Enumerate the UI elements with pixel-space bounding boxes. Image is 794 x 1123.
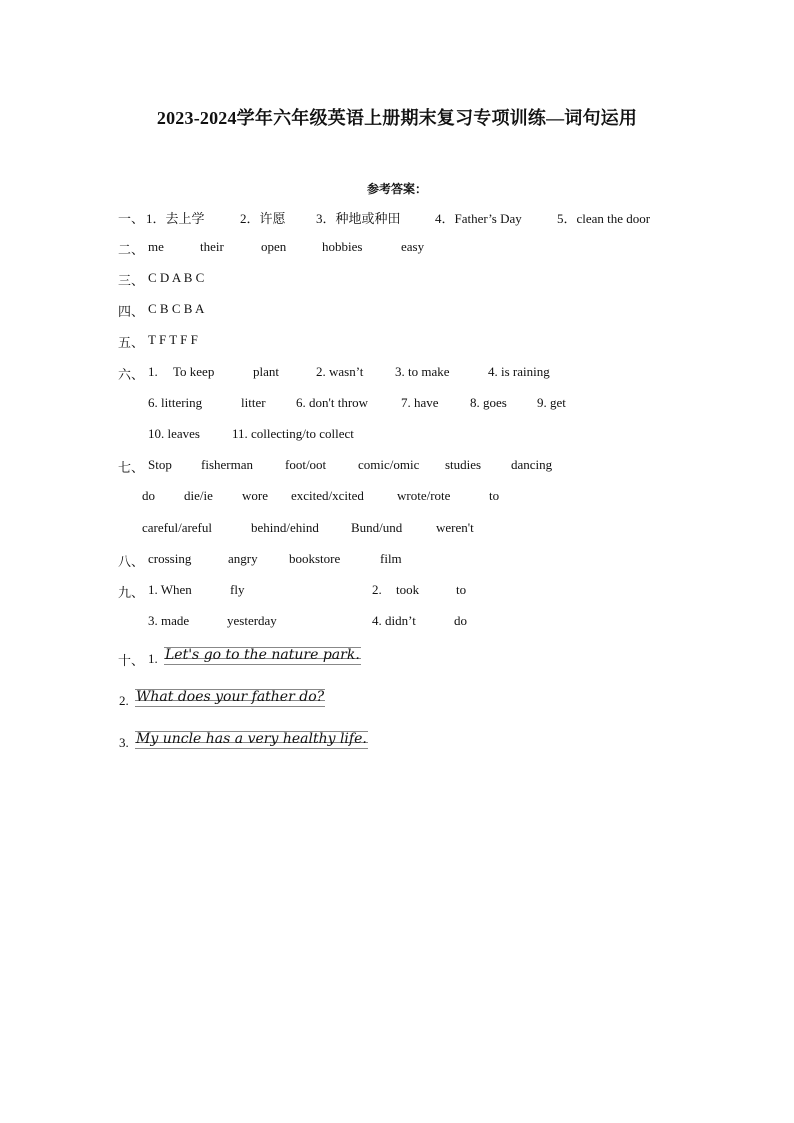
s1-item: 5．clean the door	[557, 211, 651, 226]
s1-item: 4．Father’s Day	[435, 211, 522, 226]
s6-item: To keep	[173, 364, 215, 379]
s1-item: 3．种地或种田	[316, 211, 401, 226]
s7-item: Stop	[148, 457, 172, 472]
s6-item: 8. goes	[470, 395, 507, 410]
s8-item: angry	[228, 551, 258, 566]
s2-item: me	[148, 239, 164, 254]
s1-item: 2．许愿	[240, 211, 286, 226]
s9-item: 1. When	[148, 582, 192, 597]
s6-item: 3. to make	[395, 364, 450, 379]
s7-item: dancing	[511, 457, 553, 472]
s6-item: litter	[241, 395, 266, 410]
section-4-label: 四、	[118, 304, 145, 319]
s9-item: to	[456, 582, 467, 597]
s10-sentence: What does your father do?	[135, 686, 325, 708]
s8-item: crossing	[148, 551, 192, 566]
s9-item: 4. didn’t	[372, 613, 416, 628]
s7-item: die/ie	[184, 488, 213, 503]
section-6-label: 六、	[118, 367, 145, 382]
s10-num: 3.	[119, 735, 129, 750]
s6-item: 10. leaves	[148, 426, 200, 441]
s2-item: easy	[401, 239, 425, 254]
section-1-label: 一、	[118, 211, 145, 226]
s6-item: 1.	[148, 364, 158, 379]
s1-item: 1．去上学	[146, 211, 205, 226]
s7-item: foot/oot	[285, 457, 327, 472]
s8-item: bookstore	[289, 551, 341, 566]
s9-item: yesterday	[227, 613, 277, 628]
s7-item: to	[489, 488, 500, 503]
s7-item: comic/omic	[358, 457, 420, 472]
s9-item: 3. made	[148, 613, 190, 628]
s8-item: film	[380, 551, 402, 566]
section-8-label: 八、	[118, 554, 145, 569]
s6-item: 2. wasn’t	[316, 364, 364, 379]
s7-item: wore	[242, 488, 268, 503]
section-2-label: 二、	[118, 242, 145, 257]
s4-answers: C B C B A	[148, 301, 205, 316]
section-5-label: 五、	[118, 335, 145, 350]
s7-item: weren't	[436, 520, 474, 535]
s3-answers: C D A B C	[148, 270, 205, 285]
s7-item: do	[142, 488, 155, 503]
s10-sentence: Let's go to the nature park.	[164, 644, 361, 666]
section-7-label: 七、	[118, 460, 145, 475]
section-3-label: 三、	[118, 273, 145, 288]
s6-item: 4. is raining	[488, 364, 550, 379]
s9-item: fly	[230, 582, 245, 597]
s7-item: fisherman	[201, 457, 253, 472]
s6-item: 11. collecting/to collect	[232, 426, 354, 441]
s9-item: do	[454, 613, 467, 628]
s6-item: plant	[253, 364, 279, 379]
s7-item: behind/ehind	[251, 520, 319, 535]
s7-item: careful/areful	[142, 520, 213, 535]
s6-item: 6. littering	[148, 395, 203, 410]
s10-sentence: My uncle has a very healthy life.	[135, 728, 368, 750]
s10-num: 2.	[119, 693, 129, 708]
page-title: 2023-2024学年六年级英语上册期末复习专项训练—词句运用	[156, 108, 638, 128]
s7-item: excited/xcited	[291, 488, 364, 503]
answers-heading: 参考答案：	[366, 182, 427, 196]
s2-item: hobbies	[322, 239, 363, 254]
section-9-label: 九、	[118, 585, 145, 600]
s5-answers: T F T F F	[148, 332, 198, 347]
s9-item: 2.	[372, 582, 382, 597]
s7-item: Bund/und	[351, 520, 403, 535]
s2-item: open	[261, 239, 287, 254]
s7-item: wrote/rote	[397, 488, 451, 503]
s7-item: studies	[445, 457, 482, 472]
s10-num: 1.	[148, 651, 158, 666]
s6-item: 9. get	[537, 395, 566, 410]
s9-item: took	[396, 582, 420, 597]
s6-item: 6. don't throw	[296, 395, 369, 410]
section-10-label: 十、	[118, 653, 145, 668]
s2-item: their	[200, 239, 224, 254]
s6-item: 7. have	[401, 395, 439, 410]
